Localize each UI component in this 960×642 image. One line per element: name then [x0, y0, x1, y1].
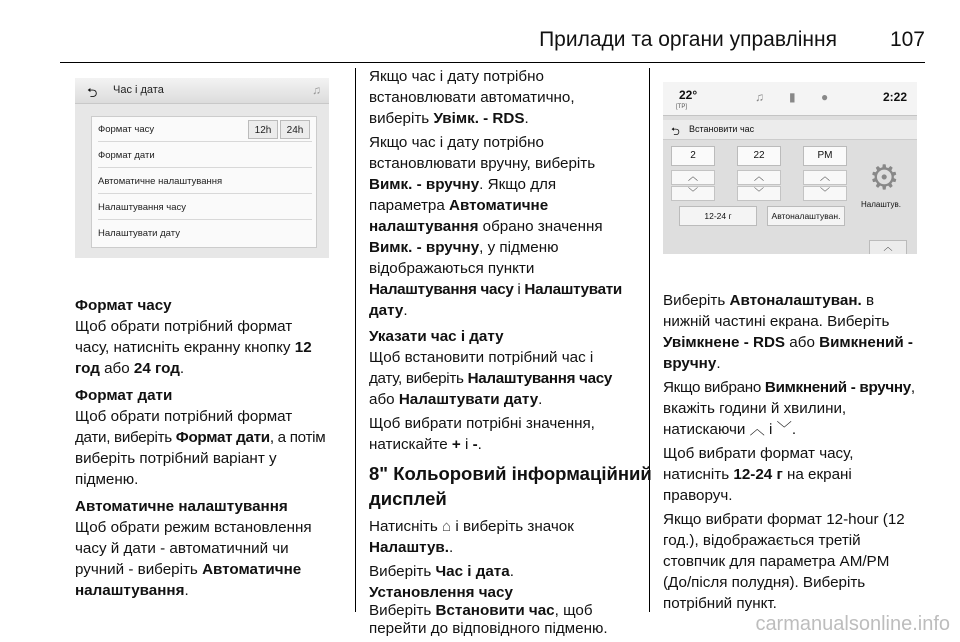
text-line: Щоб вибрати формат часу, [663, 445, 854, 462]
text-line: год або 24 год. [75, 360, 185, 377]
ampm-value: PM [803, 146, 847, 166]
list-item-auto-set[interactable]: Автоматичне налаштування [98, 169, 312, 194]
text-line: Виберіть Встановити час, щоб [369, 602, 593, 619]
ampm-down-button[interactable]: ﹀ [803, 186, 847, 201]
status-bar [663, 82, 917, 116]
watermark: carmanualsonline.info [755, 613, 950, 635]
minute-down-button[interactable]: ﹀ [737, 186, 781, 201]
text-line: Якщо вибрати формат 12-hour (12 [663, 511, 905, 528]
text-line: виберіть Увімк. - RDS. [369, 110, 529, 127]
heading-auto-set: Автоматичне налаштування [75, 498, 288, 515]
temperature: 22° [679, 88, 698, 102]
page-title: Прилади та органи управління [539, 28, 837, 51]
format-24h-button[interactable]: 24h [280, 120, 310, 139]
screen-title: Встановити час [689, 124, 755, 134]
screen-title: Час і дата [113, 84, 164, 96]
text-line: Якщо час і дату потрібно [369, 134, 544, 151]
hour-value: 2 [671, 146, 715, 166]
list-item-time-format[interactable] [98, 117, 312, 142]
chevron-up-icon: ︿ [749, 421, 765, 438]
section-heading-cont: дисплей [369, 488, 447, 509]
page-number: 107 [889, 28, 925, 51]
list-item-set-time[interactable]: Налаштування часу [98, 195, 312, 220]
tp-indicator: [TP] [676, 104, 688, 110]
auto-set-button[interactable]: Автоналаштуван. [767, 206, 845, 226]
text-line: вручну. [663, 355, 721, 372]
heading-setting-time: Установлення часу [369, 584, 513, 601]
section-heading: 8" Кольоровий інформаційний [369, 463, 652, 484]
text-line: Якщо час і дату потрібно [369, 68, 544, 85]
text-line: Налаштування часу і Налаштувати [369, 281, 622, 298]
page-header [60, 24, 925, 54]
phone-icon[interactable]: ▮ [789, 90, 796, 104]
text-line: дати, виберіть Формат дати, а потім [75, 429, 326, 446]
text-line: вкажіть години й хвилини, [663, 400, 847, 417]
text-line: (До/після полудня). Виберіть [663, 574, 866, 591]
column-divider-1 [355, 68, 356, 612]
hour-up-button[interactable]: ︿ [671, 170, 715, 185]
text-line: Виберіть Час і дата. [369, 563, 514, 580]
back-arrow-icon[interactable]: ⮌ [87, 85, 98, 100]
text-line: Вимк. - вручну. Якщо для [369, 176, 557, 193]
back-arrow-icon[interactable]: ⮌ [671, 126, 680, 138]
list-item-label: Формат часу [98, 124, 155, 135]
minute-up-button[interactable]: ︿ [737, 170, 781, 185]
text-line: стовпчик для параметра AM/PM [663, 553, 890, 570]
home-icon: ⌂ [441, 518, 452, 535]
text-line: налаштування. [75, 582, 189, 599]
screen-title-bar [75, 78, 329, 104]
set-time-screen [663, 82, 917, 254]
text-line: нижній частині екрана. Виберіть [663, 313, 890, 330]
text-line: параметра Автоматичне [369, 197, 549, 214]
expand-tab[interactable]: ︿ [869, 240, 907, 254]
text-line: Виберіть Автоналаштуван. в [663, 292, 875, 309]
format-12h-button[interactable]: 12h [248, 120, 278, 139]
text-line: Натисніть ⌂ і виберіть значок [369, 518, 574, 535]
text-line: натискаючи ︿ і ﹀. [663, 421, 797, 438]
text-line: год.), відображається третій [663, 532, 861, 549]
text-line: часу й дати - автоматичний чи [75, 540, 289, 557]
text-line: відображаються пункти [369, 260, 535, 277]
text-line: встановлювати вручну, виберіть [369, 155, 596, 172]
ampm-up-button[interactable]: ︿ [803, 170, 847, 185]
screen-title-bar [663, 120, 917, 140]
text-line: Щоб встановити потрібний час і [369, 349, 594, 366]
text-line: дату. [369, 302, 408, 319]
text-line: Щоб вибрати потрібні значення, [369, 415, 595, 432]
text-line: або Налаштувати дату. [369, 391, 543, 408]
settings-list [91, 116, 317, 248]
heading-set-time-date: Указати час і дату [369, 328, 504, 345]
heading-date-format: Формат дати [75, 387, 173, 404]
text-line: встановлювати автоматично, [369, 89, 575, 106]
text-line: підменю. [75, 471, 139, 488]
music-icon[interactable]: ♫ [755, 90, 764, 104]
list-item-date-format[interactable]: Формат дати [98, 143, 312, 168]
text-line: потрібний пункт. [663, 595, 777, 612]
column-divider-2 [649, 68, 650, 612]
text-line: натискайте + і -. [369, 436, 482, 453]
text-line: натисніть 12-24 г на екрані [663, 466, 852, 483]
text-line: ручний - виберіть Автоматичне [75, 561, 302, 578]
chevron-down-icon: ﹀ [776, 421, 792, 438]
hour-down-button[interactable]: ﹀ [671, 186, 715, 201]
settings-gear-icon[interactable]: ⚙ [869, 159, 900, 197]
time-date-screen [75, 78, 329, 258]
text-line: налаштування обрано значення [369, 218, 603, 235]
settings-label: Налаштув. [861, 200, 901, 209]
list-item-set-date[interactable]: Налаштувати дату [98, 228, 180, 239]
text-line: Вимк. - вручну, у підменю [369, 239, 559, 256]
text-line: Щоб обрати потрібний формат [75, 408, 293, 425]
info-icon[interactable]: ● [821, 90, 829, 104]
text-line: Щоб обрати потрібний формат [75, 318, 293, 335]
text-line: виберіть потрібний варіант у [75, 450, 277, 467]
text-line: перейти до відповідного підменю. [369, 620, 608, 637]
text-line: дату, виберіть Налаштування часу [369, 370, 613, 387]
text-line: часу, натисніть екранну кнопку 12 [75, 339, 312, 356]
heading-time-format: Формат часу [75, 297, 172, 314]
text-line: Якщо вибрано Вимкнений - вручну, [663, 379, 915, 396]
music-icon: ♫ [312, 83, 321, 97]
text-line: Щоб обрати режим встановлення [75, 519, 312, 536]
clock: 2:22 [882, 90, 907, 104]
header-rule [60, 62, 925, 63]
text-line: Налаштув.. [369, 539, 454, 556]
text-line: праворуч. [663, 487, 733, 504]
minute-value: 22 [737, 146, 781, 166]
text-line: Увімкнене - RDS або Вимкнений - [663, 334, 913, 351]
format-12-24-button[interactable]: 12-24 г [679, 206, 757, 226]
